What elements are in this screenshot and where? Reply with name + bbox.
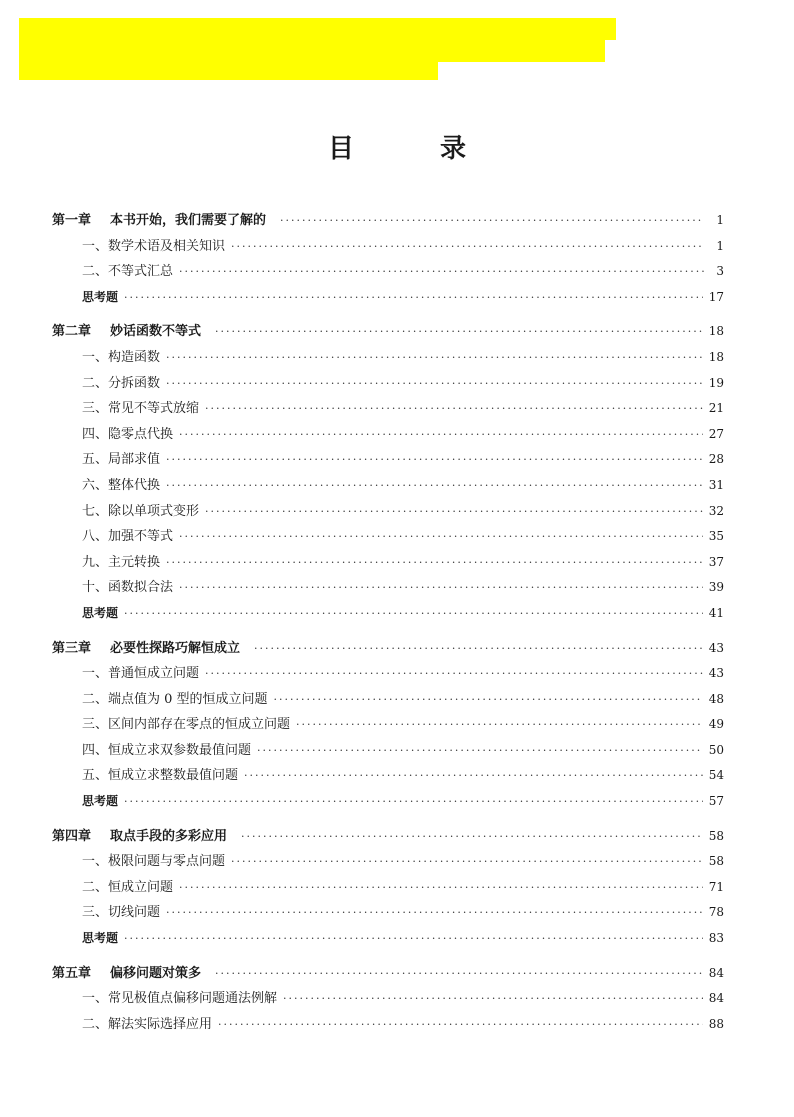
toc-section-entry-label [82,712,290,738]
page-title: 目 录 [327,134,496,164]
toc-chapter-entry[interactable] [52,319,724,345]
toc-section-entry-label [82,763,238,789]
page-number: 41 [708,605,724,620]
dot-leader [166,371,703,397]
chapter-title: 偏移问题对策多 [110,965,202,981]
page-number: 57 [708,794,724,809]
section-title: 五、恒成立求整数最值问题 [82,768,239,784]
chapter-block [52,824,724,952]
section-title: 二、恒成立问题 [82,879,174,895]
page-number: 32 [708,503,724,518]
exercises-title: 思考题 [82,931,119,946]
dot-leader [205,499,703,525]
chapter-title: 取点手段的多彩应用 [110,828,228,844]
toc-chapter-entry-label [52,961,201,987]
toc-section-entry[interactable] [52,499,724,525]
toc-section-entry-label [82,422,173,448]
dot-leader [124,285,703,311]
chapter-block [52,636,724,815]
toc-chapter-entry[interactable] [52,636,724,662]
section-title: 三、常见不等式放缩 [82,401,200,417]
toc-section-entry[interactable] [52,900,724,926]
section-title: 六、整体代换 [82,477,161,493]
page-number: 84 [708,965,724,980]
toc-exercises-entry[interactable] [52,926,724,952]
toc-section-entry-label [82,986,277,1012]
dot-leader [124,789,703,815]
dot-leader [283,986,703,1012]
section-title: 七、除以单项式变形 [82,503,200,519]
page-number: 43 [708,666,724,681]
section-title: 三、区间内部存在零点的恒成立问题 [82,717,291,733]
exercises-title: 思考题 [82,794,119,809]
page-number: 58 [708,854,724,869]
chapter-number: 第三章 [52,640,92,656]
dot-leader [254,636,703,662]
page-number: 1 [716,213,724,227]
toc-chapter-entry-label [52,636,240,662]
toc-chapter-entry[interactable] [52,961,724,987]
section-title: 二、不等式汇总 [82,264,174,280]
exercises-title: 思考题 [82,605,119,620]
toc-section-entry-label [82,738,251,764]
dot-leader [179,575,703,601]
dot-leader [215,961,703,987]
toc-section-entry-label [82,499,199,525]
dot-leader [166,473,703,499]
dot-leader [179,875,703,901]
section-title: 二、解法实际选择应用 [82,1016,213,1032]
page-number: 27 [708,426,724,441]
dot-leader [231,849,703,875]
toc-section-entry-label [82,524,173,550]
dot-leader [124,601,703,627]
section-title: 一、普通恒成立问题 [82,666,200,682]
dot-leader [218,1012,703,1038]
toc-section-entry-label [82,1012,212,1038]
toc-section-entry[interactable] [52,849,724,875]
chapter-title: 必要性探路巧解恒成立 [110,640,241,656]
chapter-title: 妙话函数不等式 [110,324,202,340]
section-title: 十、函数拟合法 [82,580,174,596]
dot-leader [179,524,703,550]
page-number: 48 [708,691,724,706]
toc-section-entry[interactable] [52,550,724,576]
section-title: 三、切线问题 [82,905,161,921]
toc-section-entry[interactable] [52,875,724,901]
page-number: 88 [708,1016,724,1031]
toc-section-entry[interactable] [52,234,724,260]
dot-leader [257,738,703,764]
page-number: 18 [708,349,724,364]
toc-section-entry[interactable] [52,763,724,789]
dot-leader [274,687,703,713]
toc-section-entry-label [82,345,160,371]
toc-section-entry[interactable] [52,986,724,1012]
toc-section-entry-label [82,473,160,499]
toc-section-entry-label [82,575,173,601]
page-number: 1 [716,238,724,253]
chapter-number: 第五章 [52,965,92,981]
page-number: 78 [708,905,724,920]
toc-section-entry[interactable] [52,524,724,550]
toc-section-entry-label [82,550,160,576]
redaction-highlight [19,40,605,62]
section-title: 二、端点值为 0 型的恒成立问题 [82,691,268,707]
toc-section-entry-label [82,396,199,422]
page-number: 21 [708,401,724,416]
toc-section-entry-label [82,234,225,260]
dot-leader [205,661,703,687]
toc-section-entry-label [82,371,160,397]
toc-chapter-entry[interactable] [52,208,724,234]
toc-exercises-entry[interactable] [52,601,724,627]
toc-section-entry[interactable] [52,371,724,397]
toc-chapter-entry-label [52,208,266,234]
toc-exercises-entry-label [82,601,118,627]
page-number: 83 [708,931,724,946]
page-number: 35 [708,529,724,544]
section-title: 一、极限问题与零点问题 [82,854,226,870]
dot-leader [244,763,703,789]
dot-leader [124,926,703,952]
toc-exercises-entry-label [82,789,118,815]
toc-exercises-entry[interactable] [52,285,724,311]
chapter-number: 第二章 [52,324,92,340]
dot-leader [280,208,704,234]
dot-leader [231,234,704,260]
page-number: 19 [708,375,724,390]
toc-section-entry[interactable] [52,473,724,499]
toc-section-entry-label [82,259,173,285]
redaction-highlight [19,60,438,80]
toc-section-entry[interactable] [52,345,724,371]
toc-exercises-entry-label [82,285,118,311]
page-number: 3 [716,264,724,279]
dot-leader [166,345,703,371]
toc-section-entry-label [82,849,225,875]
dot-leader [179,259,704,285]
toc-section-entry-label [82,900,160,926]
chapter-number: 第一章 [52,213,92,228]
chapter-block [52,961,724,1038]
toc-section-entry[interactable] [52,738,724,764]
section-title: 一、数学术语及相关知识 [82,238,226,254]
toc-section-entry-label [82,661,199,687]
toc-section-entry-label [82,447,160,473]
page-number: 28 [708,452,724,467]
section-title: 四、隐零点代换 [82,426,174,442]
page-number: 84 [708,991,724,1006]
chapter-block [52,208,724,310]
toc-chapter-entry-label [52,824,227,850]
section-title: 五、局部求值 [82,452,161,468]
table-of-contents [52,208,724,1046]
page-number: 58 [708,828,724,843]
toc-section-entry[interactable] [52,422,724,448]
chapter-number: 第四章 [52,828,92,844]
toc-chapter-entry[interactable] [52,824,724,850]
toc-exercises-entry-label [82,926,118,952]
chapter-title: 本书开始，我们需要了解的 [110,213,267,228]
toc-section-entry[interactable] [52,396,724,422]
page-number: 71 [708,879,724,894]
dot-leader [166,900,703,926]
page-number: 49 [708,717,724,732]
toc-section-entry[interactable] [52,447,724,473]
page-number: 17 [708,289,724,304]
dot-leader [215,319,703,345]
dot-leader [179,422,703,448]
section-title: 二、分拆函数 [82,375,161,391]
toc-section-entry[interactable] [52,575,724,601]
exercises-title: 思考题 [82,289,119,304]
section-title: 九、主元转换 [82,554,161,570]
chapter-block [52,319,724,626]
toc-exercises-entry[interactable] [52,789,724,815]
dot-leader [166,550,703,576]
page-number: 54 [708,768,724,783]
toc-section-entry[interactable] [52,259,724,285]
redaction-highlight [19,18,616,40]
page-number: 43 [708,640,724,655]
dot-leader [296,712,703,738]
section-title: 一、构造函数 [82,349,161,365]
section-title: 八、加强不等式 [82,529,174,545]
dot-leader [205,396,703,422]
toc-section-entry-label [82,687,268,713]
toc-section-entry[interactable] [52,661,724,687]
page-number: 37 [708,554,724,569]
page-number: 18 [708,324,724,339]
toc-section-entry-label [82,875,173,901]
page-number: 50 [708,742,724,757]
section-title: 四、恒成立求双参数最值问题 [82,742,252,758]
toc-chapter-entry-label [52,319,201,345]
page-number: 31 [708,477,724,492]
page-number: 39 [708,580,724,595]
section-title: 一、常见极值点偏移问题通法例解 [82,991,278,1007]
toc-section-entry[interactable] [52,1012,724,1038]
dot-leader [241,824,703,850]
toc-section-entry[interactable] [52,687,724,713]
dot-leader [166,447,703,473]
toc-section-entry[interactable] [52,712,724,738]
